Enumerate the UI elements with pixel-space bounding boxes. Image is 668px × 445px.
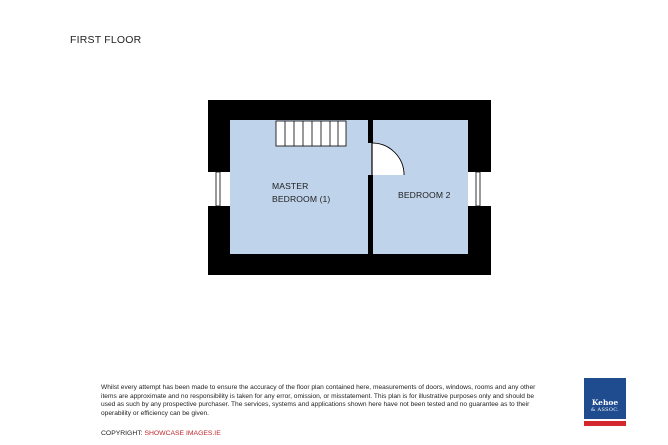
partition-wall <box>368 120 373 254</box>
master-bedroom-label <box>272 180 330 206</box>
bedroom-2-label: BEDROOM 2 <box>398 190 451 200</box>
copyright-line <box>101 430 221 437</box>
copyright-owner: SHOWCASE IMAGES.IE <box>144 430 221 437</box>
master-bedroom-label-line2: BEDROOM (1) <box>272 194 331 204</box>
staircase <box>276 121 346 146</box>
master-bedroom-label-line1: MASTER <box>272 181 309 191</box>
disclaimer-text: Whilst every attempt has been made to ensure the accuracy of the floor plan contained here, measurements of doors, windows, rooms and any other items are approximate and no responsibility is taken for any error, omission, or misstatement. This plan is for illustrative purposes only and should be used as such by any prospective purchaser. The services, systems and applications shown here have not been tested and no guarantee as to their operability or efficiency can be given. <box>101 384 536 417</box>
floor-title: FIRST FLOOR <box>70 34 142 46</box>
copyright-label: COPYRIGHT: <box>101 430 145 437</box>
logo-name: Kehoe <box>591 398 619 407</box>
logo-stripe-red <box>584 421 626 426</box>
logo-assoc: & ASSOC. <box>590 407 620 413</box>
bedroom-2-area <box>373 120 468 254</box>
right-window <box>468 172 491 206</box>
left-window <box>208 172 230 206</box>
kehoe-logo <box>584 378 626 426</box>
